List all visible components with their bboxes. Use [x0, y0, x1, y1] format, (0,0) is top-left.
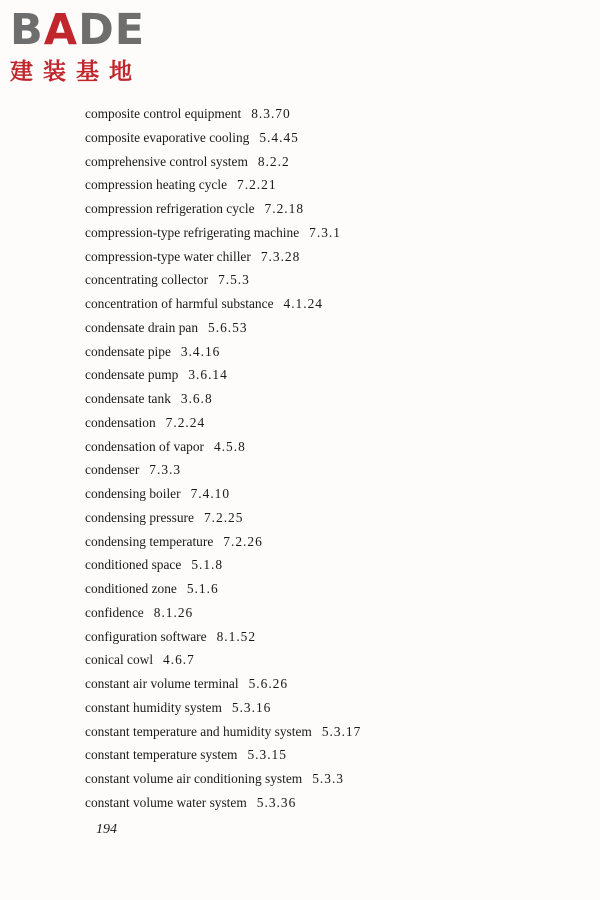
index-entry: [85, 791, 361, 815]
index-reference: 7.4.10: [190, 486, 231, 501]
index-term: condensing temperature: [85, 533, 214, 549]
index-reference: 4.6.7: [163, 652, 195, 668]
index-reference: 5.1.6: [186, 581, 219, 596]
index-reference: 3.6.14: [188, 367, 228, 383]
bade-logo: [10, 6, 175, 86]
index-reference: 4.5.8: [214, 438, 246, 454]
index-reference: 7.2.26: [223, 533, 263, 549]
index-reference: 5.3.17: [321, 723, 362, 739]
index-term: condensate pump: [85, 367, 179, 383]
index-term: constant temperature system: [85, 747, 238, 763]
index-entry: [85, 696, 361, 720]
index-term: compression-type refrigerating machine: [85, 224, 300, 240]
index-term: comprehensive control system: [85, 153, 248, 169]
logo-wordmark: BADE: [10, 5, 146, 55]
index-reference: 5.3.15: [247, 747, 287, 763]
index-reference: 5.6.26: [248, 676, 289, 691]
index-reference: 3.6.8: [180, 391, 213, 406]
index-entry: [85, 173, 361, 197]
logo-chinese-text: 建装基地: [10, 59, 142, 85]
index-reference: 7.2.25: [203, 509, 244, 525]
index-reference: 7.3.28: [260, 248, 301, 264]
index-entry: [85, 625, 361, 649]
index-entry: [85, 553, 361, 577]
index-reference: 5.6.53: [208, 319, 248, 335]
index-entry: [85, 720, 361, 744]
index-entry: [85, 601, 361, 625]
index-reference: 5.4.45: [259, 129, 299, 145]
index-term: condensing pressure: [85, 509, 194, 525]
index-reference: 8.1.52: [216, 628, 257, 644]
index-entry: [85, 197, 361, 221]
index-term: conditioned space: [85, 557, 182, 573]
index-reference: 8.2.2: [257, 153, 290, 169]
index-term: configuration software: [85, 628, 207, 644]
index-entry: [85, 506, 361, 530]
index-reference: 5.3.3: [312, 771, 344, 786]
index-reference: 7.3.1: [309, 224, 341, 240]
index-entry: [85, 743, 361, 767]
index-reference: 4.1.24: [283, 296, 323, 311]
index-term: condensation: [85, 414, 156, 430]
index-term: constant temperature and humidity system: [85, 723, 312, 739]
index-reference: 5.3.36: [256, 794, 297, 810]
index-term: concentration of harmful substance: [85, 296, 274, 311]
index-term: compression refrigeration cycle: [85, 201, 255, 216]
index-term: compression-type water chiller: [85, 248, 251, 264]
index-reference: 5.1.8: [191, 557, 224, 573]
index-entry: [85, 245, 361, 269]
index-entry: [85, 767, 361, 791]
index-reference: 8.1.26: [153, 604, 194, 620]
index-entry: [85, 577, 361, 601]
index-term: concentrating collector: [85, 272, 209, 288]
index-term: composite control equipment: [85, 106, 242, 121]
index-entry: [85, 221, 361, 245]
index-entry: [85, 648, 361, 672]
index-entry: [85, 340, 361, 364]
index-reference: 7.2.21: [237, 177, 277, 193]
index-term: constant humidity system: [85, 699, 222, 715]
index-term: compression heating cycle: [85, 177, 228, 193]
index-term: condensing boiler: [85, 486, 181, 501]
index-reference: 7.5.3: [218, 272, 250, 288]
page-number: 194: [96, 822, 117, 837]
index-entry: [85, 363, 361, 387]
index-entry: [85, 268, 361, 292]
index-reference: 7.2.18: [264, 201, 305, 216]
index-reference: 8.3.70: [251, 106, 291, 121]
index-term: constant air volume terminal: [85, 676, 239, 691]
index-term: constant volume air conditioning system: [85, 771, 303, 786]
index-entry: [85, 458, 361, 482]
index-term: composite evaporative cooling: [85, 129, 250, 145]
index-entry: [85, 482, 361, 506]
index-entry: [85, 126, 361, 150]
index-reference: 5.3.16: [231, 699, 272, 715]
index-entry-list: [85, 102, 361, 815]
index-entry: [85, 150, 361, 174]
index-term: constant volume water system: [85, 794, 247, 810]
index-reference: 3.4.16: [180, 343, 221, 359]
index-entry: [85, 387, 361, 411]
index-reference: 7.2.24: [165, 414, 206, 430]
index-entry: [85, 316, 361, 340]
index-term: condenser: [85, 462, 140, 478]
index-term: condensate drain pan: [85, 319, 199, 335]
index-entry: [85, 411, 361, 435]
index-entry: [85, 672, 361, 696]
index-term: confidence: [85, 604, 144, 620]
index-term: conditioned zone: [85, 581, 177, 596]
index-term: condensation of vapor: [85, 438, 204, 454]
index-term: conical cowl: [85, 652, 154, 668]
index-reference: 7.3.3: [149, 462, 182, 478]
index-entry: [85, 530, 361, 554]
index-term: condensate tank: [85, 391, 171, 406]
index-term: condensate pipe: [85, 343, 171, 359]
index-entry: [85, 435, 361, 459]
index-entry: [85, 292, 361, 316]
index-entry: [85, 102, 361, 126]
